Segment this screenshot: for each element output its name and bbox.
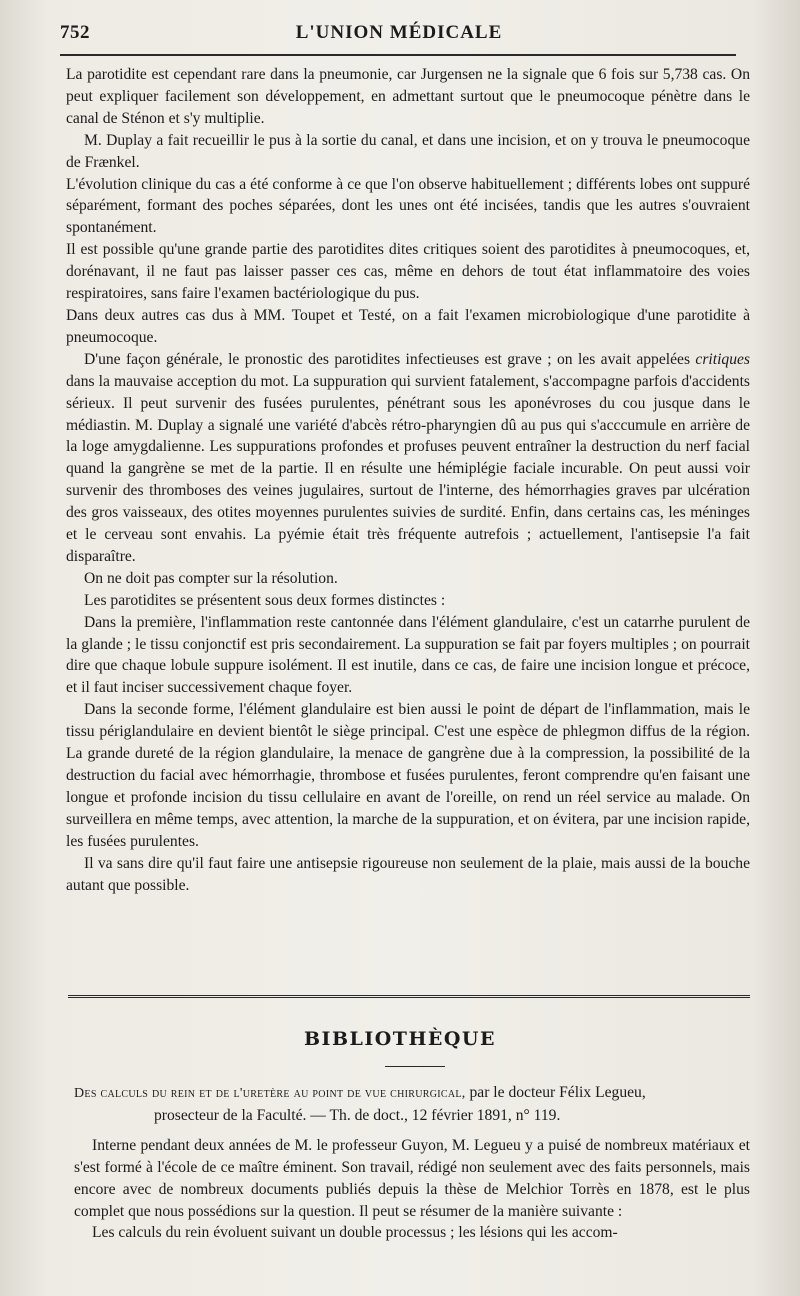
paragraph: Les calculs du rein évoluent suivant un double processus ; les lésions qui les accom- — [92, 1224, 618, 1242]
bibliography-section — [74, 1082, 750, 1244]
reference-title: Des calculs du rein et de l'uretère au point de vue chirurgical, — [74, 1086, 466, 1101]
paragraph: Il est possible qu'une grande partie des parotidites dites critiques soient des parotidites à pneumocoques, et, dorénavant, il ne faut pas laisser passer ces cas, même en dehors de tout état inflammatoire des voies respiratoires, sans faire l'examen bactériologique du pus. — [66, 241, 750, 303]
paragraph: La parotidite est cependant rare dans la pneumonie, car Jurgensen ne la signale que 6 fois sur 5,738 cas. On peut expliquer facilement son développement, en admettant surtout que le pneumocoque pénètre dans le canal de Sténon et s'y multiplie. — [66, 66, 750, 127]
paragraph: Interne pendant deux années de M. le professeur Guyon, M. Legueu y a puisé de nombreux matériaux et s'est formé à l'école de ce maître éminent. Son travail, rédigé non seulement avec des faits personnels, mais encore avec de nombreux documents publiés depuis la thèse de Melchior Torrès en 1878, est le plus complet que nous possédions sur la question. Il peut se résumer de la manière suivante : — [74, 1136, 750, 1220]
section-title: BIBLIOTHÈQUE — [304, 1028, 496, 1050]
paragraph: Dans la seconde forme, l'élément glandulaire est bien aussi le point de départ de l'inflammation, mais le tissu périglandulaire en devient bientôt le siège principal. C'est une espèce de phlegmon diffus de la région. La grande dureté de la région glandulaire, la menace de gangrène due à la compression, la possibilité de la destruction du facial avec hémorrhagie, thrombose et fusées purulentes, feront comprendre qu'en faisant une longue et profonde incision du tissu cellulaire en avant de l'oreille, on rend un réel service au malade. On surveillera en même temps, avec attention, la marche de la suppuration, et on évitera, par une incision rapide, les fusées purulentes. — [66, 701, 750, 850]
article-body — [66, 64, 750, 896]
bibliography-reference — [74, 1082, 750, 1127]
emphasis: critiques — [695, 350, 750, 368]
paragraph: Il va sans dire qu'il faut faire une antisepsie rigoureuse non seulement de la plaie, mais aussi de la bouche autant que possible. — [66, 854, 750, 894]
page-number: 752 — [60, 22, 90, 43]
paragraph: On ne doit pas compter sur la résolution. — [84, 569, 338, 587]
paragraph: Dans la première, l'inflammation reste cantonnée dans l'élément glandulaire, c'est un catarrhe purulent de la glande ; le tissu conjonctif est pris secondairement. La suppuration se fait par foyers multiples ; on pourrait dire que chaque lobule suppure isolément. Il est inutile, dans ce cas, de faire une incision longue et précoce, et il faut inciser successivement chaque foyer. — [66, 613, 750, 697]
section-title-underline — [385, 1066, 445, 1067]
page-header — [60, 22, 738, 48]
spacer — [74, 1127, 750, 1135]
header-rule — [60, 54, 736, 56]
paragraph: Dans deux autres cas dus à MM. Toupet et Testé, on a fait l'examen microbiologique d'une parotidite à pneumocoque. — [66, 306, 750, 346]
paragraph: L'évolution clinique du cas a été conforme à ce que l'on observe habituellement ; différents lobes ont suppuré séparément, formant des poches séparées, dont les unes ont été incisées, tandis que les autres s'ouvraient spontanément. — [66, 175, 750, 237]
paragraph: M. Duplay a fait recueillir le pus à la sortie du canal, et dans une incision, et on y trouva le pneumocoque de Frænkel. — [66, 131, 750, 171]
paragraph: Les parotidites se présentent sous deux formes distinctes : — [84, 591, 446, 609]
reference-author: par le docteur Félix Legueu, — [469, 1084, 646, 1101]
section-divider — [68, 995, 750, 1000]
paragraph: D'une façon générale, le pronostic des parotidites infectieuses est grave ; on les avait appelées critiques dans la mauvaise acception du mot. La suppuration qui survient fatalement, s'accompagne parfois d'accidents sérieux. Il peut survenir des fusées purulentes, pénétrant sous les aponévroses du cou jusque dans le médiastin. M. Duplay a signalé une variété d'abcès rétro-pharyngien dû au pus qui s'acccumule en arrière de la loge amygdalienne. Les suppurations profondes et profuses peuvent entraîner la destruction du nerf facial quand la gangrène se met de la partie. Il en résulte une hémiplégie faciale incurable. On peut aussi voir survenir des thromboses des veines jugulaires, surtout de l'interne, des hémorrhagies graves par ulcération des gros vaisseaux, des otites moyennes purulentes suivies de surdité. Enfin, dans certains cas, les méninges et le cerveau sont envahis. La pyémie était très fréquente autrefois ; actuellement, l'antisepsie l'a fait disparaître. — [66, 350, 750, 565]
reference-details: prosecteur de la Faculté. — Th. de doct., 12 février 1891, n° 119. — [154, 1106, 561, 1124]
running-title: L'UNION MÉDICALE — [295, 22, 503, 43]
